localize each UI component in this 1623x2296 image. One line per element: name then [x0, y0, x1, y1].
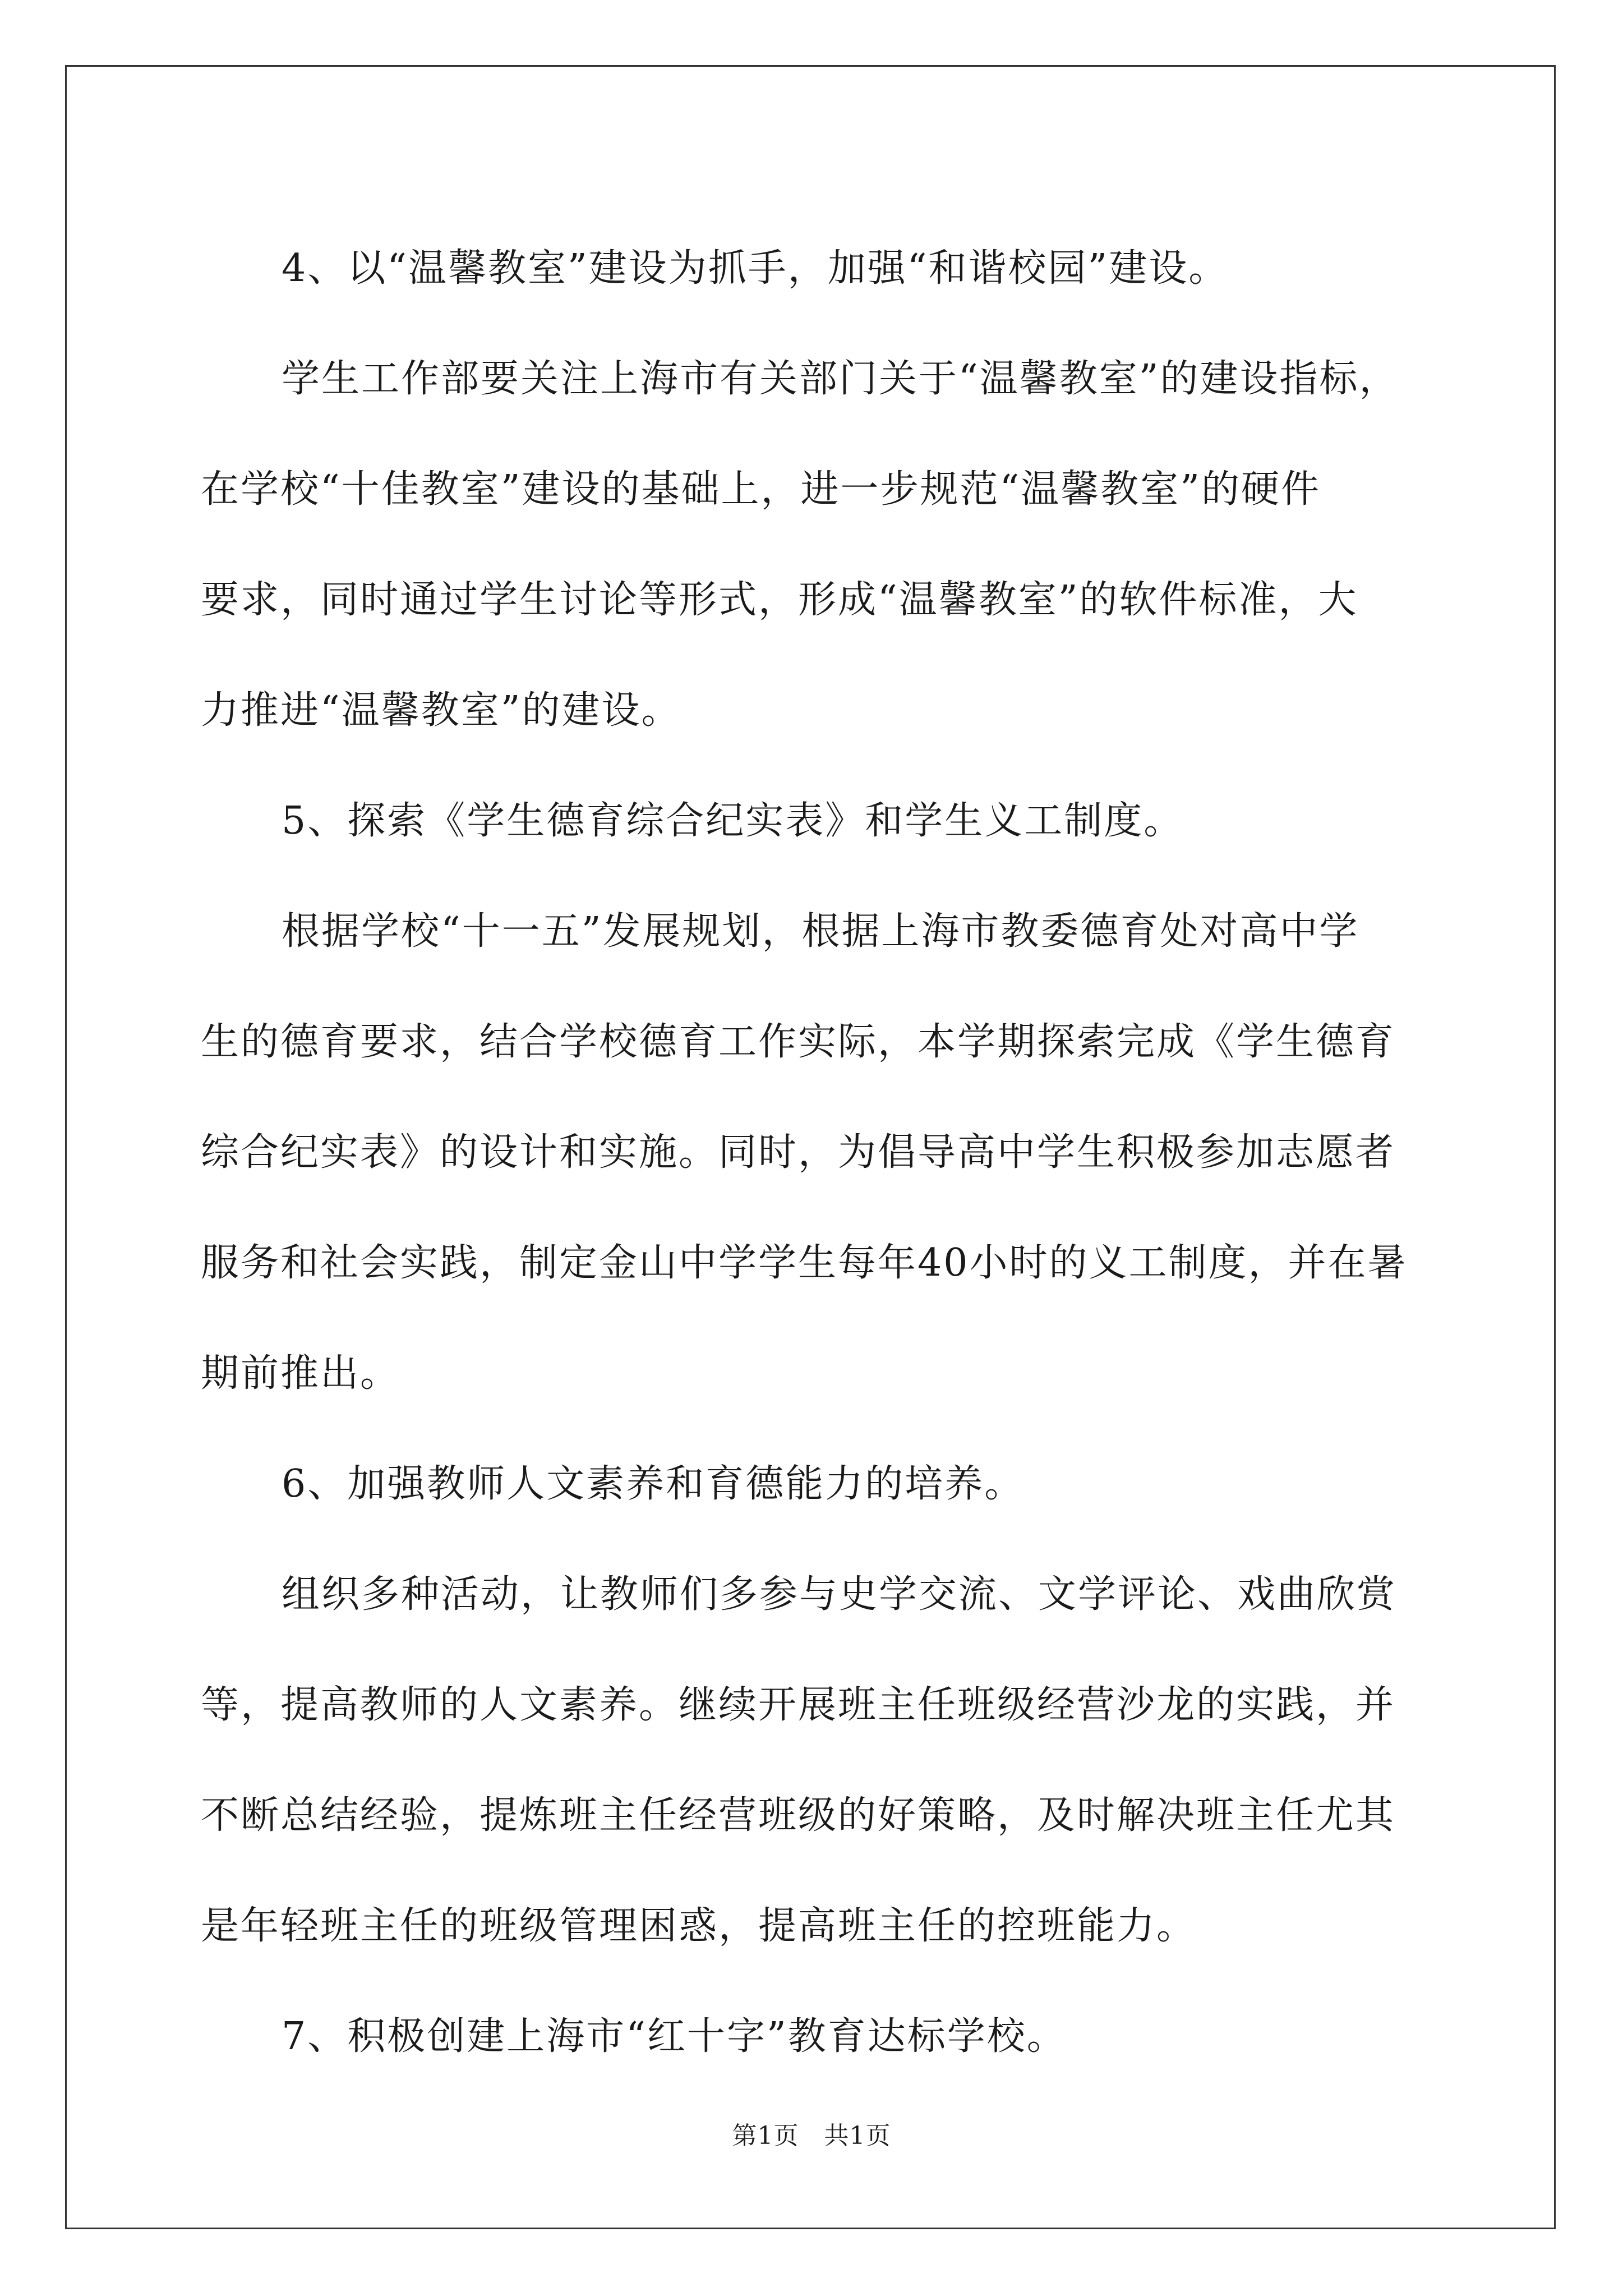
paragraph-line: 期前推出。 [201, 1351, 400, 1396]
paragraph-line: 是年轻班主任的班级管理困惑，提高班主任的控班能力。 [201, 1904, 1197, 1948]
paragraph-line: 要求，同时通过学生讨论等形式，形成“温馨教室”的软件标准，大 [201, 578, 1358, 622]
paragraph-line: 服务和社会实践，制定金山中学学生每年40小时的义工制度，并在暑 [201, 1241, 1408, 1285]
paragraph-line: 组织多种活动，让教师们多参与史学交流、文学评论、戏曲欣赏 [282, 1572, 1397, 1617]
section-heading-4: 4、以“温馨教室”建设为抓手，加强“和谐校园”建设。 [282, 246, 1229, 291]
section-heading-6: 6、加强教师人文素养和育德能力的培养。 [282, 1462, 1025, 1506]
section-paragraph-6 [201, 1539, 1435, 1981]
section-heading-5: 5、探索《学生德育综合纪实表》和学生义工制度。 [282, 799, 1184, 843]
paragraph-line: 学生工作部要关注上海市有关部门关于“温馨教室”的建设指标， [282, 357, 1399, 401]
paragraph-line: 在学校“十佳教室”建设的基础上，进一步规范“温馨教室”的硬件 [201, 467, 1321, 512]
paragraph-line: 生的德育要求，结合学校德育工作实际，本学期探索完成《学生德育 [201, 1020, 1396, 1064]
document-body [201, 213, 1435, 2092]
paragraph-line: 根据学校“十一五”发展规划，根据上海市教委德育处对高中学 [282, 909, 1359, 954]
paragraph-line: 力推进“温馨教室”的建设。 [201, 688, 681, 733]
section-paragraph-5 [201, 876, 1435, 1429]
page-number-footer: 第1页 共1页 [732, 2122, 891, 2150]
paragraph-line: 综合纪实表》的设计和实施。同时，为倡导高中学生积极参加志愿者 [201, 1130, 1396, 1175]
section-heading-7: 7、积极创建上海市“红十字”教育达标学校。 [282, 2014, 1067, 2059]
section-paragraph-4 [201, 324, 1435, 766]
paragraph-line: 不断总结经验，提炼班主任经营班级的好策略，及时解决班主任尤其 [201, 1793, 1396, 1838]
paragraph-line: 等，提高教师的人文素养。继续开展班主任班级经营沙龙的实践，并 [201, 1683, 1396, 1727]
